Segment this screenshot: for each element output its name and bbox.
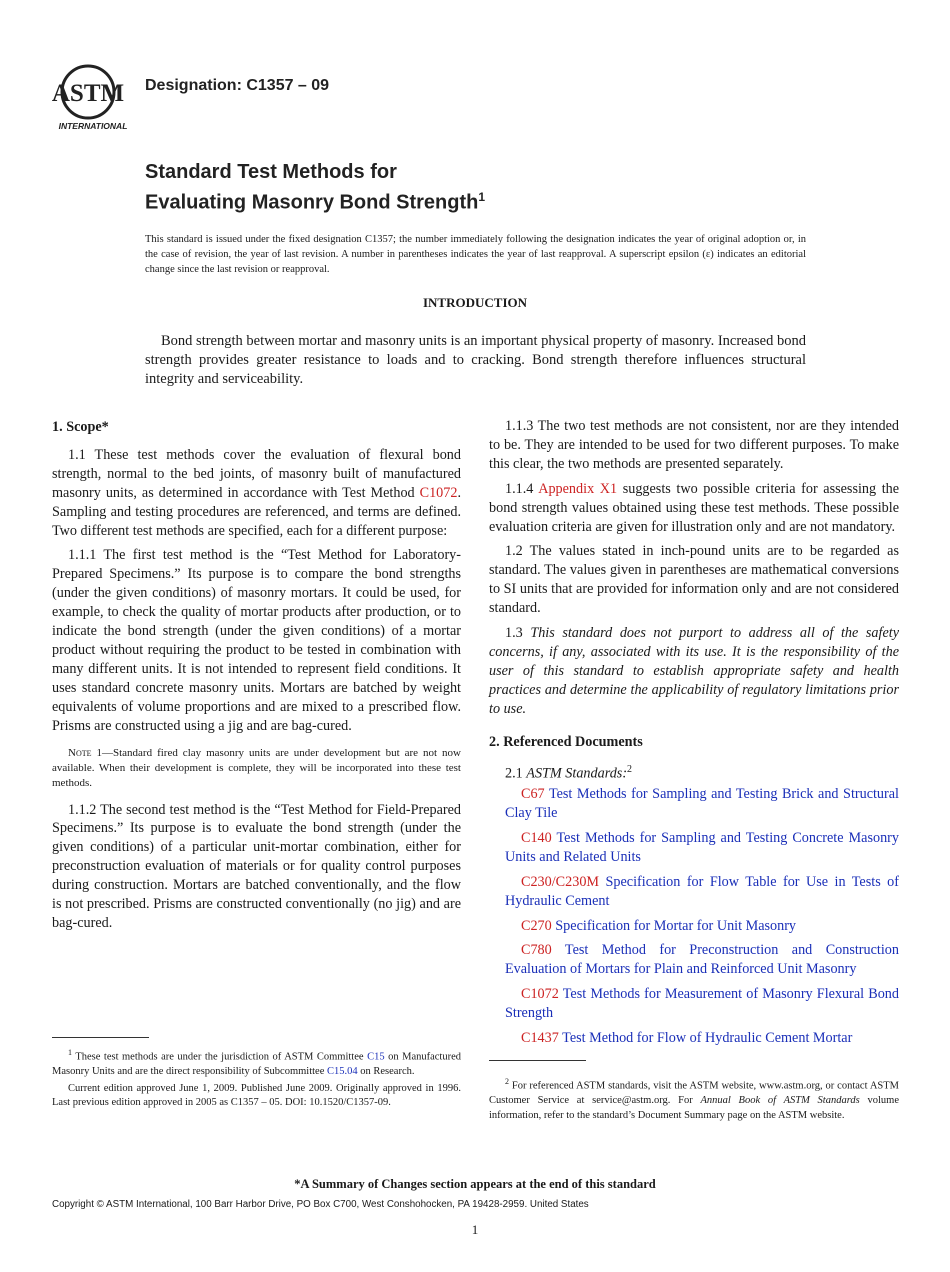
left-column <box>52 418 461 939</box>
ref-item[interactable]: C140 Test Methods for Sampling and Testing Concrete Masonry Units and Related Units <box>505 829 899 865</box>
ref-item[interactable]: C67 Test Methods for Sampling and Testing Brick and Structural Clay Tile <box>505 786 899 822</box>
ref-item[interactable]: C1072 Test Methods for Measurement of Masonry Flexural Bond Strength <box>505 986 899 1022</box>
ref-item[interactable]: C780 Test Method for Preconstruction and Construction Evaluation of Mortars for Plain and Reinforced Unit Masonry <box>505 942 899 978</box>
para-1-1-1: 1.1.1 The first test method is the “Test Method for Laboratory-Prepared Specimens.” Its purpose is to compare the bond strengths (under the given conditions) of masonry mortars. It could be used, for example, to check the quality of mortar products after production, or to indicate the bond strength (under the given conditions) of a mortar product without requiring the product to be tested in combination with many different units. It is not intended to represent field conditions. It uses standard concrete masonry units. Mortars are batched by weight equivalents of volume proportions and are mixed to a prescribed flow. Prisms are constructed using a jig and are bag-cured. <box>52 547 461 734</box>
link-c1072[interactable]: C1072 <box>419 484 458 501</box>
link-c15[interactable]: C15 <box>367 1051 385 1063</box>
summary-of-changes-note: *A Summary of Changes section appears at the end of this standard <box>294 1177 656 1191</box>
title-line-2: Evaluating Masonry Bond Strength$^1$ <box>145 190 486 214</box>
logo-caption: INTERNATIONAL <box>58 121 128 131</box>
astm-logo <box>50 62 136 132</box>
para-1-1-2: 1.1.2 The second test method is the “Test Method for Field-Prepared Specimens.” Its purpose is to evaluate the bond strength (under the given conditions) of a particular unit-mortar combination, either for preconstruction evaluation of materials or for quality control purposes during construction. Mortars are batched conventionally, and the flow is not prescribed. Prisms are constructed conventionally (no jig) and are bag-cured. <box>52 801 461 931</box>
link-c15-04[interactable]: C15.04 <box>326 1066 358 1077</box>
footnote-2: $^2$ For referenced ASTM standards, visit the ASTM website, www.astm.org, or contact ASTM Customer Service at service@astm.org. For Annual Book of ASTM Standards volume information, refer to the standard’s Document Summary page on the ASTM website. <box>489 1077 899 1121</box>
copyright: Copyright © ASTM International, 100 Barr Harbor Drive, PO Box C700, West Conshohocken, PA 19428-2959. United States <box>52 1199 589 1210</box>
para-1-2: 1.2 The values stated in inch-pound units are to be regarded as standard. The values given in parentheses are mathematical conversions to SI units that are provided for information only and are not considered standard. <box>489 543 899 617</box>
page-number: 1 <box>471 1222 479 1237</box>
astm-standards-label: 2.1 ASTM Standards:$^2$ <box>505 763 633 782</box>
link-appendix-x1[interactable]: Appendix X1 <box>538 480 618 497</box>
ref-item[interactable]: C1437 Test Method for Flow of Hydraulic Cement Mortar <box>521 1030 853 1047</box>
para-1-3: 1.3 This standard does not purport to address all of the safety concerns, if any, associated with its use. It is the responsibility of the user of this standard to establish appropriate safety and health practices and determine the applicability of regulatory limitations prior to use. <box>489 625 899 717</box>
title-footnote-ref[interactable]: 1 <box>478 190 486 204</box>
para-1-1-4: 1.1.4 Appendix X1 suggests two possible criteria for assessing the bond strength values obtained using these test methods. These possible evaluation criteria are given for illustration only and are not mandatory. <box>489 480 900 535</box>
issuance-statement: This standard is issued under the fixed designation C1357; the number immediately following the designation indicates the year of original adoption or, in the case of revision, the year of last revision. A number in parentheses indicates the year of last reapproval. A superscript epsilon (ε) indicates an editorial change since the last revision or reapproval. <box>145 234 806 275</box>
refdocs-heading: 2. Referenced Documents <box>489 733 643 750</box>
footnote-1-edition: Current edition approved June 1, 2009. Published June 2009. Originally approved in 1996. Last previous edition approved in 2005 as C1357 – 05. DOI: 10.1520/C1357-09. <box>52 1082 461 1108</box>
document-title <box>145 160 485 216</box>
footnote-2-ref[interactable]: 2 <box>627 763 633 775</box>
reference-list <box>489 785 899 1048</box>
para-1-1: 1.1 These test methods cover the evaluation of flexural bond strength, normal to the bed joints, of masonry built of manufactured masonry units, as determined in accordance with Test Method C1072. Sampling and testing procedures are referenced, and terms are defined. Two different test methods are specified, each for a different purpose: <box>52 446 461 539</box>
note-label: Note 1 <box>68 746 102 759</box>
introduction-text: Bond strength between mortar and masonry units is an important physical property of masonry. Increased bond strength provides greater resistance to loads and to cracking. Bond strength therefore influences structural integrity and serviceability. <box>145 333 806 387</box>
logo-letters: ASTM <box>51 80 125 107</box>
scope-heading: 1. Scope* <box>52 419 109 435</box>
right-column <box>489 417 899 1054</box>
ref-item[interactable]: C230/C230M Specification for Flow Table for Use in Tests of Hydraulic Cement <box>505 873 899 909</box>
designation: Designation: C1357 – 09 <box>145 77 330 94</box>
para-1-1-3: 1.1.3 The two test methods are not consistent, nor are they intended to be. They are intended to be used for two different purposes. To make this clear, the two methods are presented separately. <box>489 418 899 472</box>
note-1: Note 1—Standard fired clay masonry units are under development but are not now available. When their development is complete, they will be incorporated into these test methods. <box>52 746 461 789</box>
introduction-heading: INTRODUCTION <box>422 295 527 310</box>
title-line-1: Standard Test Methods for <box>145 161 397 183</box>
footnote-rule-left <box>52 1037 149 1038</box>
ref-item[interactable]: C270 Specification for Mortar for Unit Masonry <box>521 917 797 934</box>
footnote-rule-right <box>489 1060 586 1061</box>
footnote-1: $^1$ These test methods are under the jurisdiction of ASTM Committee C15 on Manufactured Masonry Units and are the direct responsibility of Subcommittee C15.04 on Research. Current edition approved June 1, 2009. Published June 2009. Originally approved in 1996. Last previous edition approved in 2005 as C1357 – 05. DOI: 10.1520/C1357-09. <box>52 1046 461 1113</box>
